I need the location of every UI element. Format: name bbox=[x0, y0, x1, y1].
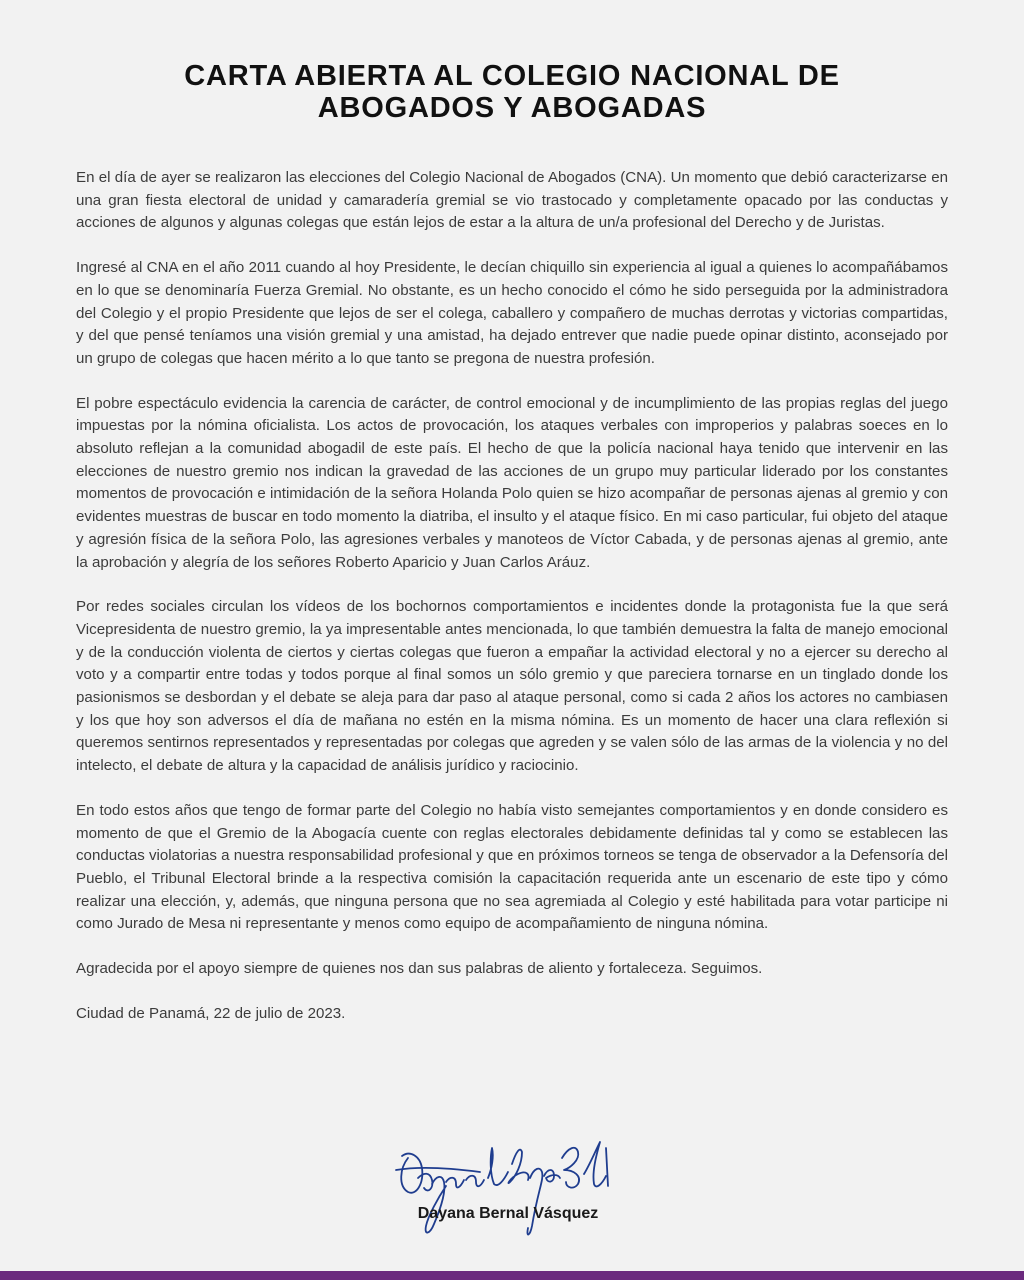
paragraph-thanks: Agradecida por el apoyo siempre de quienes nos dan sus palabras de aliento y fortaleceza. Seguimos. bbox=[76, 960, 763, 978]
paragraph-incidents: El pobre espectáculo evidencia la carencia de carácter, de control emocional y de incumplimiento de las propias reglas del juego impuestas por la nómina oficialista. Los actos de provocación, los ataques verbales con improperios y palabras soeces en lo absoluto reflejan a la comunidad abogadil de este país. El hecho de que la policía nacional haya tenido que intervenir en las elecciones de nuestro gremio nos indican la gravedad de las acciones de un grupo muy particular liderado por los constantes momentos de provocación e intimidación de la señora Holanda Polo quien se hizo acompañar de personas ajenas al gremio y con evidentes muestras de buscar en todo momento la diatriba, el insulto y el ataque físico. En mi caso particular, fui objeto del ataque y agresión física de la señora Polo, las agresiones verbales y manoteos de Víctor Cabada, y de personas ajenas al gremio, ante la aprobación y alegría de los señores Roberto Aparicio y Juan Carlos Aráuz. bbox=[76, 394, 948, 571]
letter-title-line-1: CARTA ABIERTA AL COLEGIO NACIONAL DE bbox=[184, 60, 840, 92]
paragraph-proposals: En todo estos años que tengo de formar parte del Colegio no había visto semejantes comportamientos y en donde considero es momento de que el Gremio de la Abogacía cuente con reglas electorales debidamente definidas tal y como se establecen las conductas violatorias a nuestra responsabilidad profesional y que en próximos torneos se tenga de observador a la Defensoría del Pueblo, el Tribunal Electoral brinde a la respectiva comisión la capacitación requerida ante un escenario de este tipo y cómo realizar una elección, y, además, que ninguna persona que no sea agremiada al Colegio y esté habilitada para votar participe ni como Jurado de Mesa ni representante y menos como equipo de acompañamiento de ninguna nómina. bbox=[76, 801, 948, 933]
paragraph-elections: En el día de ayer se realizaron las elecciones del Colegio Nacional de Abogados (CNA). Un momento que debió caracterizarse en una gran fiesta electoral de unidad y camaradería gremial se vio trastocado y completamente opacado por las conductas y acciones de algunos y algunas colegas que están lejos de estar a la altura de un/a profesional del Derecho y de Juristas. bbox=[76, 169, 948, 232]
bottom-accent-bar bbox=[0, 1271, 1024, 1280]
handwritten-signature bbox=[380, 1128, 650, 1243]
letter-title bbox=[60, 60, 964, 124]
place-and-date: Ciudad de Panamá, 22 de julio de 2023. bbox=[76, 1004, 346, 1022]
paragraph-history: Ingresé al CNA en el año 2011 cuando al hoy Presidente, le decían chiquillo sin experiencia al igual a quienes lo acompañábamos en lo que se denominaría Fuerza Gremial. No obstante, es un hecho conocido el cómo he sido perseguida por la administradora del Colegio y el propio Presidente que lejos de ser el colega, caballero y compañero de muchas derrotas y victorias compartidas, y del que pensé teníamos una visión gremial y una amistad, ha dejado entrever que nadie puede opinar distinto, aconsejado por un grupo de colegas que hacen mérito a lo que tanto se pregona de nuestra profesión. bbox=[76, 259, 948, 367]
letter-body bbox=[76, 167, 948, 1048]
letter-title-line-2: ABOGADOS Y ABOGADAS bbox=[317, 92, 707, 124]
signer-name: Dayana Bernal Vásquez bbox=[417, 1205, 599, 1222]
signature-block bbox=[380, 1128, 650, 1243]
paragraph-social-media: Por redes sociales circulan los vídeos de los bochornos comportamientos e incidentes donde la protagonista fue la que será Vicepresidenta de nuestro gremio, la ya impresentable antes mencionada, lo que también demuestra la falta de manejo emocional y de la conducción violenta de ciertos y ciertas colegas que fueron a empañar la actividad electoral y no a ejercer su derecho al voto y a compartir entre todas y todos porque al final somos un sólo gremio y que pareciera tornarse en un tinglado donde los pasionismos se desbordan y el debate se aleja para dar paso al ataque personal, como si cada 2 años los actores no cambiasen y los que hoy son adversos el día de mañana no estén en la misma nómina. Es un momento de hacer una clara reflexión si queremos sentirnos representados y representadas por colegas que agreden y se valen sólo de las armas de la violencia y no del intelecto, el debate de altura y la capacidad de análisis jurídico y raciocinio. bbox=[76, 598, 948, 775]
